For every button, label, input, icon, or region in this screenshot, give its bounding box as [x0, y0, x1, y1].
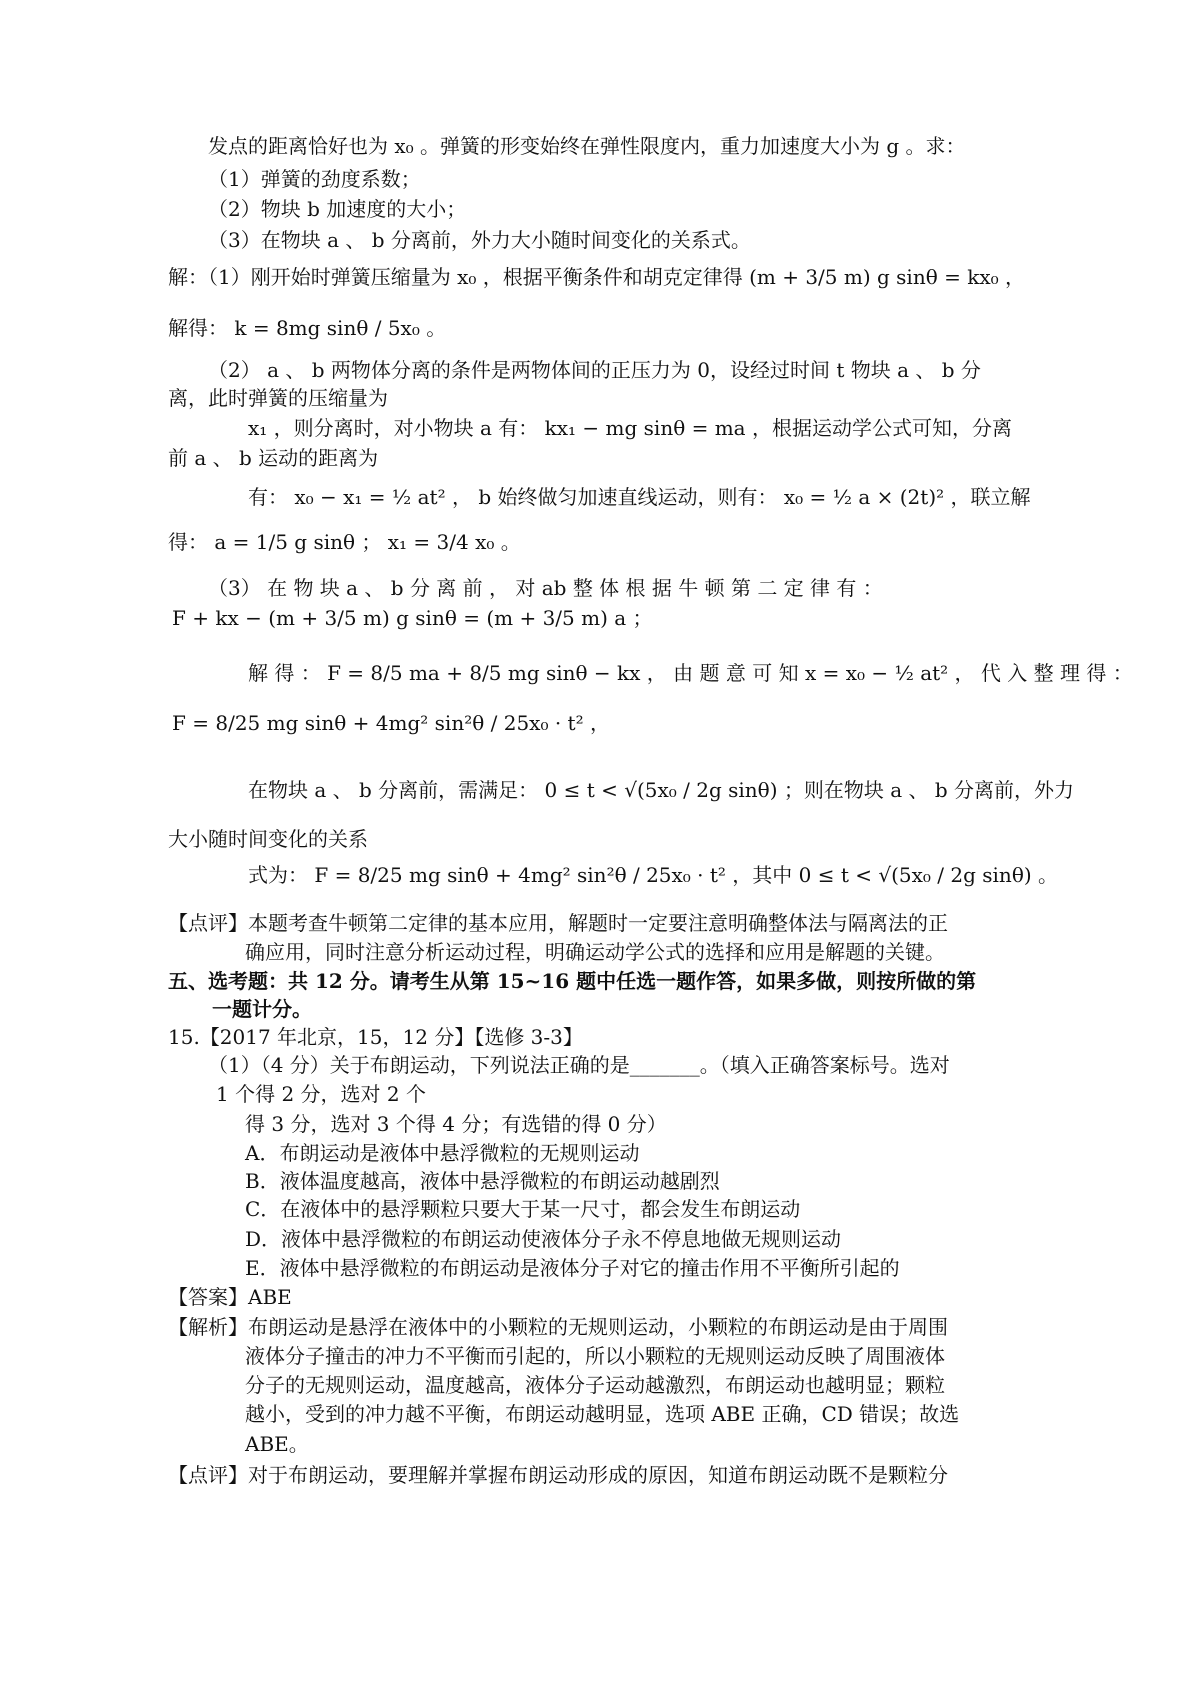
text-line: 液体分子撞击的冲力不平衡而引起的，所以小颗粒的无规则运动反映了周围液体 [245, 1344, 945, 1368]
text-line: F = 8/25 mg sinθ + 4mg² sin²θ / 25x₀ · t² ， [172, 711, 610, 735]
text-line: 解：（1）刚开始时弹簧压缩量为 x₀ ，根据平衡条件和胡克定律得 (m + 3/5 m) g sinθ = kx₀ ， [168, 265, 1025, 289]
option-c: C．在液体中的悬浮颗粒只要大于某一尺寸，都会发生布朗运动 [245, 1197, 801, 1221]
text-line: 得： a = 1/5 g sinθ ； x₁ = 3/4 x₀ 。 [168, 530, 521, 554]
text-line: 大小随时间变化的关系 [168, 827, 368, 851]
text-line: 式为： F = 8/25 mg sinθ + 4mg² sin²θ / 25x₀ · t² ，其中 0 ≤ t < √(5x₀ / 2g sinθ) 。 [248, 863, 1059, 887]
text-line: x₁ ，则分离时，对小物块 a 有： kx₁ − mg sinθ = ma ，根据运动学公式可知，分离 [248, 416, 1012, 440]
section-heading: 一题计分。 [212, 997, 312, 1021]
answer-line: 【答案】ABE [168, 1285, 292, 1309]
option-a: A．布朗运动是液体中悬浮微粒的无规则运动 [245, 1141, 640, 1165]
text-line: （2） a 、 b 两物体分离的条件是两物体间的正压力为 0，设经过时间 t 物块 a 、 b 分 [208, 358, 981, 382]
text-line: 确应用，同时注意分析运动过程，明确运动学公式的选择和应用是解题的关键。 [245, 940, 945, 964]
section-heading: 五、选考题：共 12 分。请考生从第 15~16 题中任选一题作答，如果多做，则按所做的第 [168, 969, 977, 993]
text-line: 1 个得 2 分，选对 2 个 [216, 1082, 426, 1106]
text-line: ABE。 [245, 1432, 309, 1456]
text-line: 分子的无规则运动，温度越高，液体分子运动越激烈，布朗运动也越明显；颗粒 [245, 1373, 945, 1397]
text-line: 解得： k = 8mg sinθ / 5x₀ 。 [168, 316, 447, 340]
text-line: 在物块 a 、 b 分离前，需满足： 0 ≤ t < √(5x₀ / 2g sinθ) ；则在物块 a 、 b 分离前，外力 [248, 778, 1075, 802]
option-e: E．液体中悬浮微粒的布朗运动是液体分子对它的撞击作用不平衡所引起的 [245, 1256, 900, 1280]
option-b: B．液体温度越高，液体中悬浮微粒的布朗运动越剧烈 [245, 1169, 720, 1193]
text-line: 有： x₀ − x₁ = ½ at² ， b 始终做匀加速直线运动，则有： x₀ = ½ a × (2t)² ，联立解 [248, 485, 1031, 509]
option-d: D．液体中悬浮微粒的布朗运动使液体分子永不停息地做无规则运动 [245, 1227, 842, 1251]
text-line: 【点评】对于布朗运动，要理解并掌握布朗运动形成的原因，知道布朗运动既不是颗粒分 [168, 1463, 948, 1487]
text-line: 越小，受到的冲力越不平衡，布朗运动越明显，选项 ABE 正确，CD 错误；故选 [245, 1402, 960, 1426]
text-line: （3） 在 物 块 a 、 b 分 离 前 ， 对 ab 整 体 根 据 牛 顿 第 二 定 律 有 ： [208, 576, 883, 600]
text-line: 解 得 ： F = 8/5 ma + 8/5 mg sinθ − kx ， 由 题 意 可 知 x = x₀ − ½ at² ， 代 入 整 理 得 ： [248, 661, 1133, 685]
text-line: （1）弹簧的劲度系数； [208, 167, 421, 191]
text-line: 【解析】布朗运动是悬浮在液体中的小颗粒的无规则运动，小颗粒的布朗运动是由于周围 [168, 1315, 948, 1339]
text-line: F + kx − (m + 3/5 m) g sinθ = (m + 3/5 m) a ； [172, 606, 653, 630]
text-line: （2）物块 b 加速度的大小； [208, 197, 467, 221]
text-line: 得 3 分，选对 3 个得 4 分；有选错的得 0 分） [245, 1112, 667, 1136]
text-line: （3）在物块 a 、 b 分离前，外力大小随时间变化的关系式。 [208, 228, 751, 252]
text-line: 前 a 、 b 运动的距离为 [168, 446, 379, 470]
text-line: 【点评】本题考查牛顿第二定律的基本应用，解题时一定要注意明确整体法与隔离法的正 [168, 911, 948, 935]
text-line: 离，此时弹簧的压缩量为 [168, 386, 388, 410]
question-header: 15.【2017 年北京，15，12 分】【选修 3-3】 [168, 1025, 583, 1049]
text-line: 发点的距离恰好也为 x₀ 。弹簧的形变始终在弹性限度内，重力加速度大小为 g 。求： [208, 134, 966, 158]
text-line: （1）（4 分）关于布朗运动，下列说法正确的是_______。（填入正确答案标号。选对 [208, 1053, 950, 1077]
